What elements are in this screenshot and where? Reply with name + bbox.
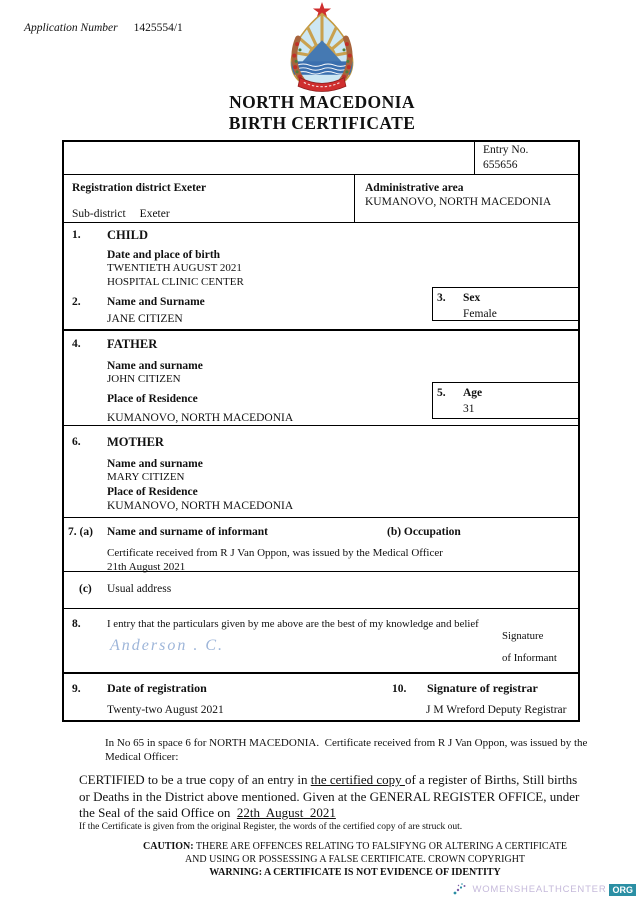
section-3-number: 3. — [437, 292, 446, 304]
signature-of-registrar-value: J M Wreford Deputy Registrar — [426, 704, 567, 716]
entry-no-label: Entry No. — [483, 144, 529, 156]
registration-section — [64, 674, 578, 718]
child-section — [64, 223, 578, 331]
caution-line-2: AND USING OR POSSESSING A FALSE CERTIFICATE. CROWN COPYRIGHT — [184, 854, 526, 865]
entry-no-value: 655656 — [483, 159, 518, 171]
child-name-value: JANE CITIZEN — [107, 313, 183, 325]
dob-date: TWENTIETH AUGUST 2021 — [107, 262, 242, 274]
age-value: 31 — [463, 403, 475, 415]
administrative-area-value: KUMANOVO, NORTH MACEDONIA — [365, 196, 552, 208]
mother-residence-label: Place of Residence — [107, 485, 198, 498]
section-1-number: 1. — [72, 229, 81, 241]
section-6-number: 6. — [72, 436, 81, 448]
section-7c-number: (c) — [79, 583, 92, 595]
mother-section — [64, 426, 578, 518]
dob-place: HOSPITAL CLINIC CENTER — [107, 275, 244, 288]
watermark-brand: WOMENSHEALTHCENTER — [472, 884, 607, 895]
date-of-registration-label: Date of registration — [107, 681, 207, 695]
section-9-number: 9. — [72, 683, 81, 695]
caution-block — [130, 840, 580, 879]
certificate-table — [62, 140, 580, 722]
father-residence-label: Place of Residence — [107, 392, 198, 405]
section-7a-number: 7. (a) — [68, 526, 93, 538]
administrative-area-cell — [355, 175, 578, 222]
signature-of-informant-label: Signature of Informant — [502, 630, 557, 664]
father-name-label: Name and surname — [107, 360, 203, 372]
district-row — [64, 175, 578, 223]
space-note: In No 65 in space 6 for NORTH MACEDONIA. Certificate received from R J Van Oppon, was issued by the Medical Officer: — [105, 737, 588, 763]
sex-value: Female — [463, 308, 497, 320]
date-of-registration-value: Twenty-two August 2021 — [107, 704, 224, 716]
informant-section — [64, 518, 578, 572]
coat-of-arms-north-macedonia-icon — [274, 2, 370, 92]
registration-district: Registration district Exeter — [72, 182, 207, 194]
entry-number-box — [474, 142, 578, 174]
mother-residence-value: KUMANOVO, NORTH MACEDONIA — [107, 499, 294, 512]
watermark-dots-icon — [452, 882, 469, 897]
original-register-note: If the Certificate is given from the original Register, the words of the certified copy of are struck out. — [79, 822, 463, 832]
informant-label: Name and surname of informant — [107, 526, 268, 538]
page-title — [0, 92, 644, 134]
father-residence-value: KUMANOVO, NORTH MACEDONIA — [107, 411, 294, 424]
signature-of-registrar-label: Signature of registrar — [427, 681, 538, 695]
dob-label: Date and place of birth — [107, 249, 221, 261]
mother-name-label: Name and surname — [107, 458, 203, 470]
age-label: Age — [463, 387, 483, 399]
informant-line1: Certificate received from R J Van Oppon, was issued by the Medical Officer — [107, 547, 443, 559]
title-document-type: BIRTH CERTIFICATE — [228, 113, 416, 133]
father-name-value: JOHN CITIZEN — [107, 373, 181, 385]
occupation-label: (b) Occupation — [387, 526, 461, 538]
application-number-label: Application Number — [24, 22, 118, 34]
section-8-number: 8. — [72, 618, 81, 630]
application-number — [24, 22, 183, 34]
title-country: NORTH MACEDONIA — [229, 92, 415, 112]
sex-label: Sex — [463, 292, 481, 304]
mother-name-value: MARY CITIZEN — [107, 471, 185, 483]
sub-district — [72, 207, 346, 221]
section-10-number: 10. — [392, 683, 407, 695]
child-name-label: Name and Surname — [107, 296, 205, 308]
age-box — [432, 382, 578, 419]
child-title: CHILD — [107, 228, 148, 242]
usual-address-label: Usual address — [107, 583, 172, 595]
sub-district-label: Sub-district — [72, 208, 126, 220]
section-4-number: 4. — [72, 338, 81, 350]
registration-district-cell — [64, 175, 355, 222]
warning-line: WARNING: A CERTIFICATE IS NOT EVIDENCE OF IDENTITY — [209, 867, 501, 878]
usual-address-section — [64, 572, 578, 609]
section-2-number: 2. — [72, 296, 81, 308]
declaration-section — [64, 609, 578, 674]
informant-line2: 21th August 2021 — [107, 560, 186, 573]
sub-district-value: Exeter — [139, 208, 170, 220]
section-5-number: 5. — [437, 387, 446, 399]
application-number-value: 1425554/1 — [133, 22, 183, 34]
administrative-area-label: Administrative area — [365, 182, 464, 194]
entry-number-row — [64, 142, 578, 175]
watermark-tld-badge: ORG — [609, 884, 636, 896]
certified-paragraph: CERTIFIED to be a true copy of an entry in the certified copy of a register of Births, Still births or Deaths in the District above mentioned. Given at the GENERAL REGISTER OFFICE, under the Seal of the said Office on 22th August 2021 — [79, 772, 580, 820]
informant-signature: Anderson . C. — [110, 637, 224, 654]
mother-title: MOTHER — [107, 435, 164, 449]
sex-box — [432, 287, 578, 321]
caution-line-1: CAUTION: THERE ARE OFFENCES RELATING TO FALSIFYNG OR ALTERING A CERTIFICATE — [143, 841, 567, 852]
father-title: FATHER — [107, 337, 158, 351]
father-section — [64, 331, 578, 426]
watermark — [452, 882, 636, 897]
declaration-statement: I entry that the particulars given by me above are the best of my knowledge and belief — [107, 618, 479, 630]
